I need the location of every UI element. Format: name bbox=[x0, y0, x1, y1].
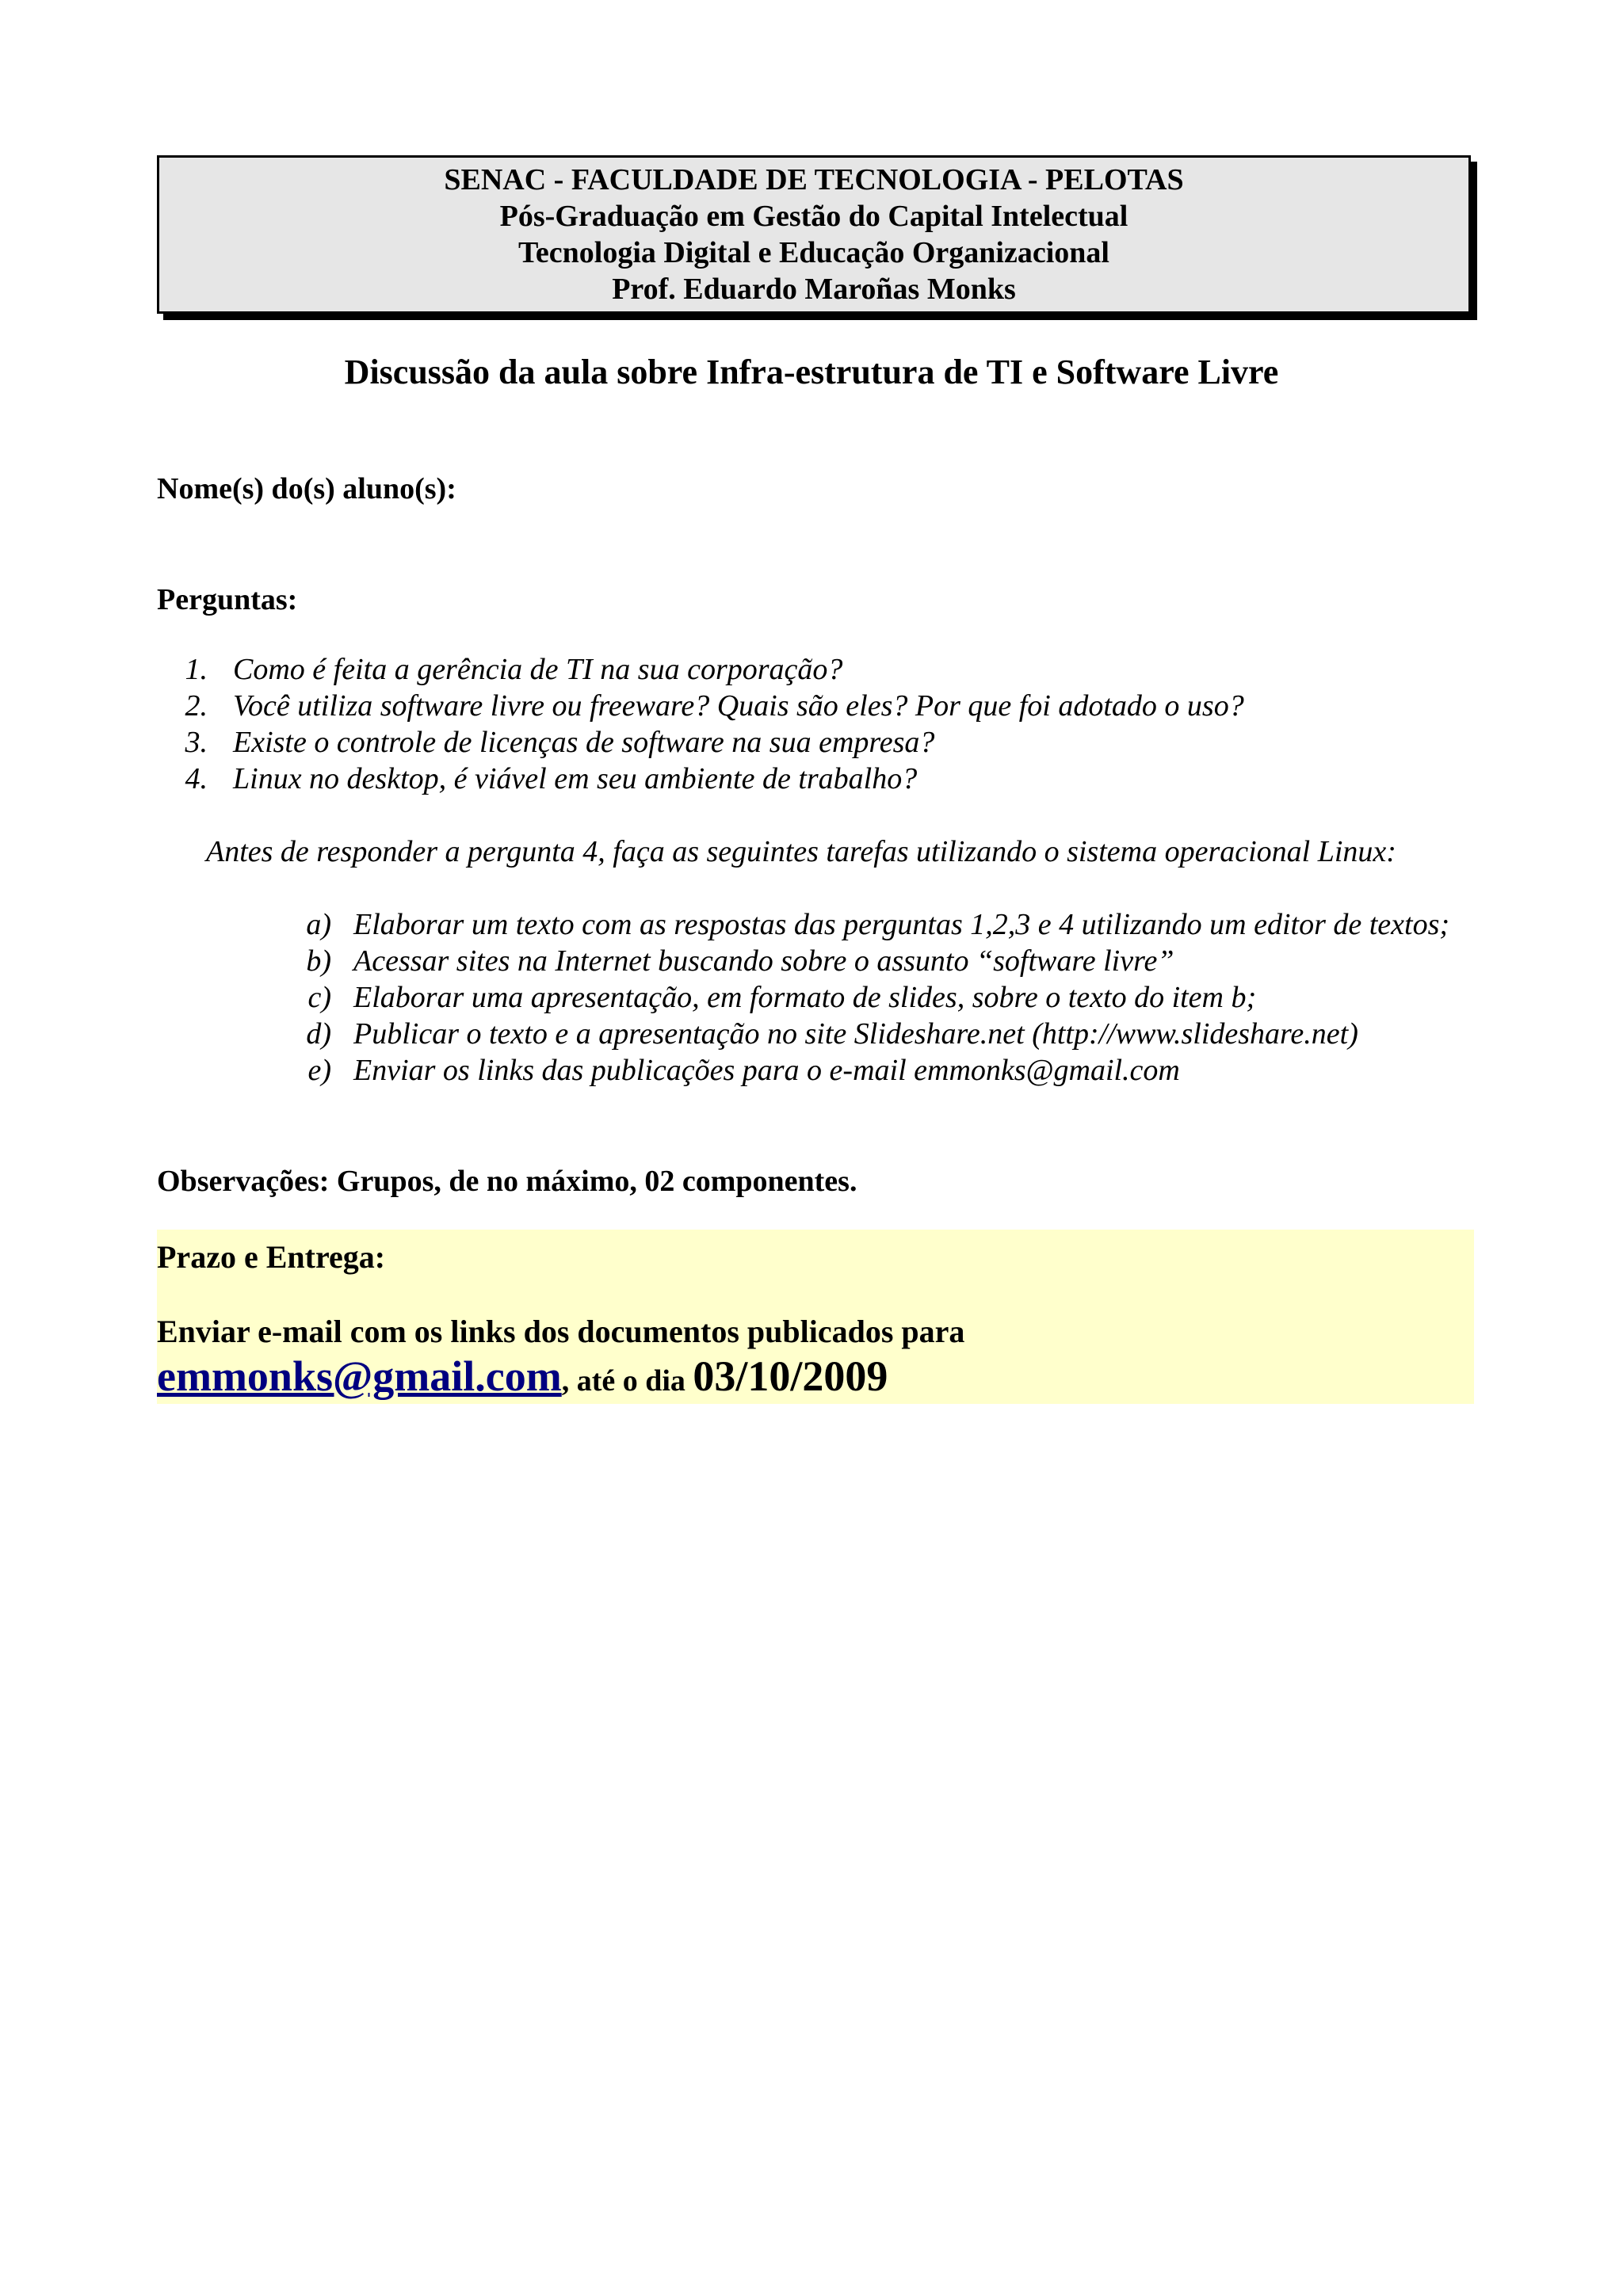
list-item bbox=[206, 1052, 1474, 1089]
questions-list bbox=[157, 651, 1244, 797]
deadline-box bbox=[157, 1230, 1474, 1404]
email-link[interactable]: emmonks@gmail.com bbox=[157, 1352, 562, 1400]
task-letter: d) bbox=[306, 1017, 331, 1051]
page-title: Discussão da aula sobre Infra-estrutura de TI e Software Livre bbox=[344, 353, 1279, 391]
list-item bbox=[206, 906, 1474, 943]
question-number: 3. bbox=[185, 726, 208, 759]
deadline-date: 03/10/2009 bbox=[693, 1352, 888, 1400]
tasks-list bbox=[206, 906, 1474, 1089]
list-item bbox=[206, 943, 1474, 979]
deadline-instruction: Enviar e-mail com os links dos documentos publicados para bbox=[157, 1314, 965, 1349]
list-item bbox=[206, 1016, 1474, 1052]
list-item bbox=[157, 761, 1244, 797]
task-text: Enviar os links das publicações para o e-mail emmonks@gmail.com bbox=[353, 1054, 1180, 1087]
observations-text: Observações: Grupos, de no máximo, 02 componentes. bbox=[157, 1165, 857, 1198]
task-text: Acessar sites na Internet buscando sobre o assunto “software livre” bbox=[353, 944, 1174, 978]
header-subject: Tecnologia Digital e Educação Organizacional bbox=[518, 236, 1109, 269]
task-letter: e) bbox=[307, 1054, 331, 1087]
students-label: Nome(s) do(s) aluno(s): bbox=[157, 472, 456, 505]
question-number: 4. bbox=[185, 762, 208, 795]
question-text: Você utiliza software livre ou freeware? Quais são eles? Por que foi adotado o uso? bbox=[233, 689, 1244, 723]
list-item bbox=[157, 651, 1244, 688]
task-letter: b) bbox=[306, 944, 331, 978]
deadline-details bbox=[157, 1350, 888, 1413]
question-text: Como é feita a gerência de TI na sua corporação? bbox=[233, 653, 843, 686]
list-item bbox=[206, 979, 1474, 1016]
task-letter: c) bbox=[307, 981, 331, 1014]
deadline-label: Prazo e Entrega: bbox=[157, 1239, 386, 1275]
header-institution: SENAC - FACULDADE DE TECNOLOGIA - PELOTAS bbox=[444, 163, 1184, 196]
header-box bbox=[157, 155, 1471, 314]
task-text: Publicar o texto e a apresentação no site Slideshare.net (http://www.slideshare.net) bbox=[353, 1017, 1358, 1051]
task-text: Elaborar um texto com as respostas das perguntas 1,2,3 e 4 utilizando um editor de textos; bbox=[353, 908, 1450, 941]
list-item bbox=[157, 724, 1244, 761]
task-text: Elaborar uma apresentação, em formato de slides, sobre o texto do item b; bbox=[353, 981, 1257, 1014]
task-letter: a) bbox=[306, 908, 331, 941]
question-number: 1. bbox=[185, 653, 208, 686]
question-number: 2. bbox=[185, 689, 208, 723]
questions-label: Perguntas: bbox=[157, 583, 298, 616]
tasks-intro: Antes de responder a pergunta 4, faça as seguintes tarefas utilizando o sistema operacional Linux: bbox=[206, 835, 1396, 868]
list-item bbox=[157, 688, 1244, 724]
question-text: Existe o controle de licenças de software na sua empresa? bbox=[233, 726, 935, 759]
header-course: Pós-Graduação em Gestão do Capital Intelectual bbox=[499, 200, 1128, 233]
question-text: Linux no desktop, é viável em seu ambiente de trabalho? bbox=[233, 762, 918, 795]
deadline-until: , até o dia bbox=[561, 1364, 693, 1398]
header-professor: Prof. Eduardo Maroñas Monks bbox=[612, 273, 1016, 306]
